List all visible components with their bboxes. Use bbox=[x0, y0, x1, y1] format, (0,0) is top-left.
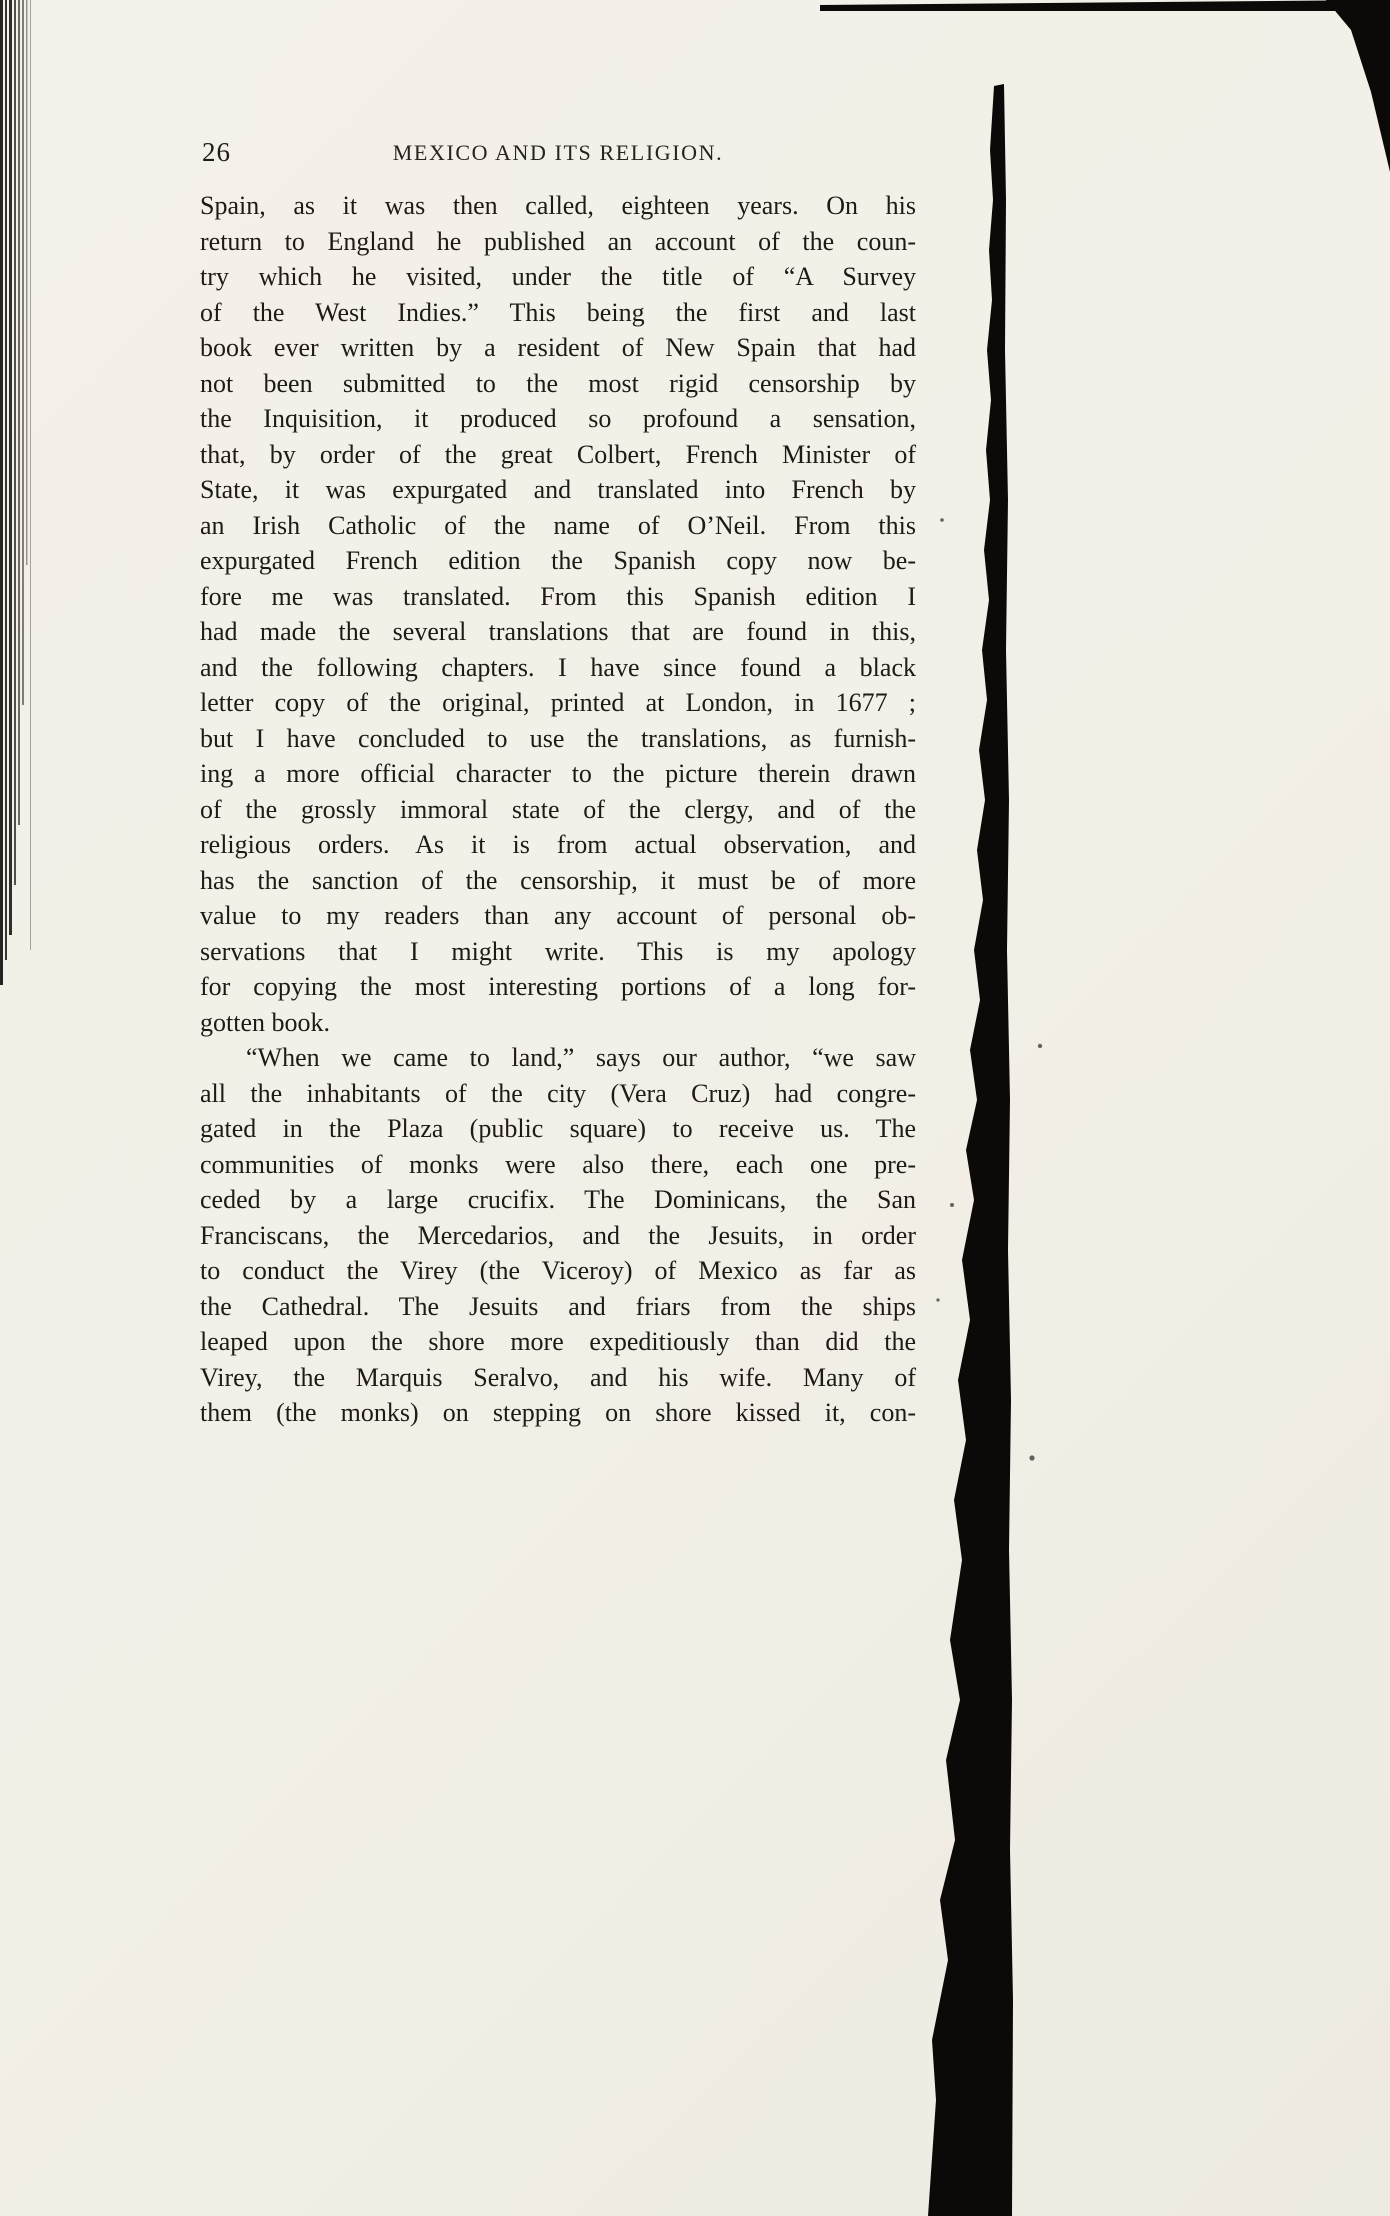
text-line: Spain, as it was then called, eighteen years. On his bbox=[200, 191, 916, 220]
paragraph bbox=[200, 1040, 916, 1431]
text-line: communities of monks were also there, each one pre- bbox=[200, 1149, 916, 1179]
text-line: that, by order of the great Colbert, French Minister of bbox=[200, 439, 916, 469]
text-line: and the following chapters. I have since found a black bbox=[200, 652, 916, 682]
text-line: ceded by a large crucifix. The Dominicans, the San bbox=[200, 1185, 916, 1214]
text-line: try which he visited, under the title of “A Survey bbox=[200, 262, 916, 291]
text-line: return to England he published an account of the coun- bbox=[200, 226, 916, 256]
text-line: fore me was translated. From this Spanish edition I bbox=[200, 581, 916, 611]
text-line: Franciscans, the Mercedarios, and the Jesuits, in order bbox=[200, 1220, 916, 1250]
text-line: of the grossly immoral state of the clergy, and of the bbox=[200, 794, 916, 824]
text-line: State, it was expurgated and translated into French by bbox=[200, 475, 916, 504]
text-line: Virey, the Marquis Seralvo, and his wife. Many of bbox=[200, 1362, 916, 1392]
text-line: not been submitted to the most rigid censorship by bbox=[200, 368, 916, 398]
text-line: for copying the most interesting portions of a long for- bbox=[200, 972, 916, 1001]
page-number: 26 bbox=[202, 137, 231, 167]
scan-artifact-specks bbox=[936, 518, 1042, 1460]
text-line: of the West Indies.” This being the first and last bbox=[200, 297, 916, 327]
paragraph bbox=[200, 188, 916, 1040]
text-line: ing a more official character to the picture therein drawn bbox=[200, 759, 916, 788]
text-line: an Irish Catholic of the name of O’Neil. From this bbox=[200, 510, 916, 540]
text-line: letter copy of the original, printed at London, in 1677 ; bbox=[200, 688, 916, 717]
text-line: the Inquisition, it produced so profound a sensation, bbox=[200, 404, 916, 433]
text-line: gotten book. bbox=[200, 1007, 330, 1037]
text-line: value to my readers than any account of personal ob- bbox=[200, 901, 916, 930]
text-line: religious orders. As it is from actual observation, and bbox=[200, 830, 916, 859]
text-line: has the sanction of the censorship, it must be of more bbox=[200, 865, 916, 895]
scan-artifact-corner-wedge bbox=[1326, 0, 1390, 172]
text-line: but I have concluded to use the translations, as furnish- bbox=[200, 723, 916, 753]
running-header: MEXICO AND ITS RELIGION. bbox=[392, 140, 724, 165]
text-line: to conduct the Virey (the Viceroy) of Mexico as far as bbox=[200, 1256, 916, 1285]
scan-artifact-left-streaks bbox=[0, 0, 31, 985]
scan-artifact-right-band bbox=[928, 84, 1013, 2216]
text-line: gated in the Plaza (public square) to receive us. The bbox=[200, 1114, 916, 1143]
text-line: had made the several translations that are found in this, bbox=[200, 617, 916, 646]
text-line: them (the monks) on stepping on shore kissed it, con- bbox=[200, 1398, 916, 1427]
text-line: all the inhabitants of the city (Vera Cruz) had congre- bbox=[200, 1078, 916, 1108]
text-line: leaped upon the shore more expeditiously than did the bbox=[200, 1327, 916, 1356]
scan-artifact-top-line bbox=[820, 0, 1390, 11]
page-header bbox=[200, 132, 916, 168]
text-line: expurgated French edition the Spanish copy now be- bbox=[200, 546, 916, 575]
text-line: the Cathedral. The Jesuits and friars from the ships bbox=[200, 1291, 916, 1321]
text-line: book ever written by a resident of New Spain that had bbox=[200, 333, 916, 362]
text-line: “When we came to land,” says our author, “we saw bbox=[246, 1043, 916, 1072]
body-text bbox=[200, 188, 916, 1431]
text-line: servations that I might write. This is my apology bbox=[200, 936, 916, 966]
